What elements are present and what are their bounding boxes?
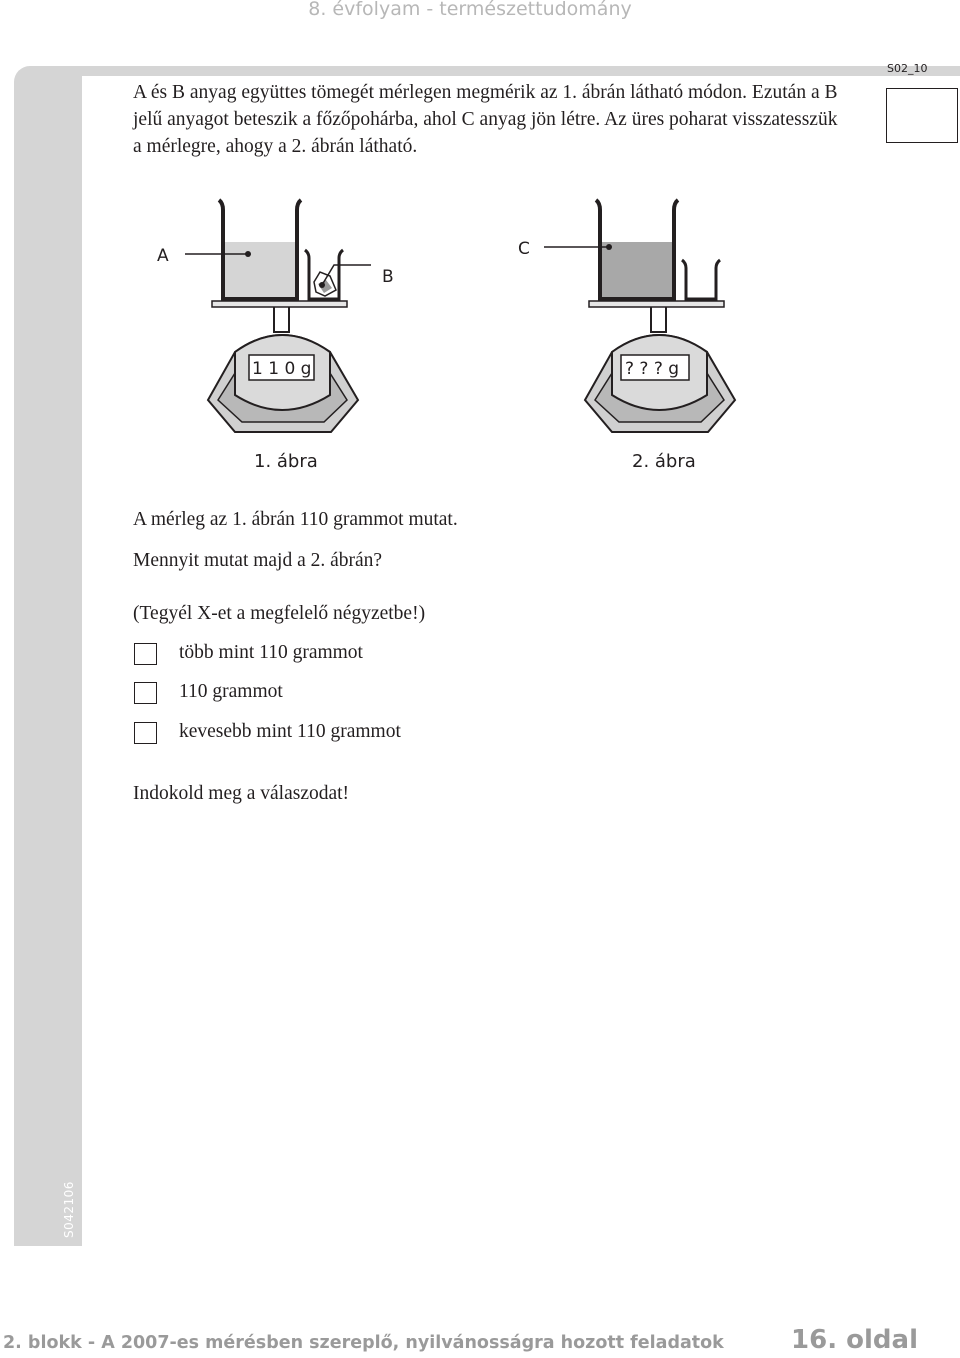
label-c: C	[518, 239, 530, 259]
side-code: S042106	[62, 1181, 76, 1238]
question-line-2: Mennyit mutat majd a 2. ábrán?	[133, 550, 383, 571]
instruction-text: (Tegyél X-et a megfelelő négyzetbe!)	[133, 603, 426, 624]
figure-1-caption: 1. ábra	[254, 451, 318, 472]
task-code: S02_10	[887, 62, 928, 75]
question-line-1: A mérleg az 1. ábrán 110 grammot mutat.	[133, 509, 458, 530]
scale-2	[585, 301, 735, 432]
beaker-a	[219, 200, 301, 299]
option-equal-checkbox[interactable]	[134, 682, 157, 704]
intro-text: A és B anyag együttes tömegét mérlegen megmérik az 1. ábrán látható módon. Ezután a B jelű anyagot beteszik a főzőpohárba, ahol C anyag jön létre. Az üres poharat visszatesszük a mérlegre, ahogy a 2. ábrán látható.	[133, 82, 838, 157]
option-more-label: több mint 110 grammot	[179, 642, 363, 663]
justify-prompt: Indokold meg a válaszodat!	[133, 783, 350, 804]
page-header-title: 8. évfolyam - természettudomány	[308, 0, 632, 20]
option-less-checkbox[interactable]	[134, 722, 157, 744]
figure-1	[157, 200, 394, 472]
page-number: 16. oldal	[791, 1325, 918, 1355]
scale-1-display: 1 1 0 g	[252, 359, 312, 379]
option-more-checkbox[interactable]	[134, 643, 157, 665]
scale-1	[208, 301, 358, 432]
empty-dish	[682, 260, 720, 299]
dish-b	[305, 250, 343, 299]
footer-block-title: 2. blokk - A 2007-es mérésben szereplő, nyilvánosságra hozott feladatok	[3, 1333, 724, 1353]
scale-2-display: ? ? ? g	[625, 359, 680, 379]
option-equal-label: 110 grammot	[179, 681, 283, 702]
figure-2	[518, 200, 735, 472]
option-less-label: kevesebb mint 110 grammot	[179, 721, 401, 742]
figure-2-caption: 2. ábra	[632, 451, 696, 472]
label-b: B	[382, 267, 394, 287]
scale-figures	[0, 0, 960, 480]
label-a: A	[157, 246, 169, 266]
